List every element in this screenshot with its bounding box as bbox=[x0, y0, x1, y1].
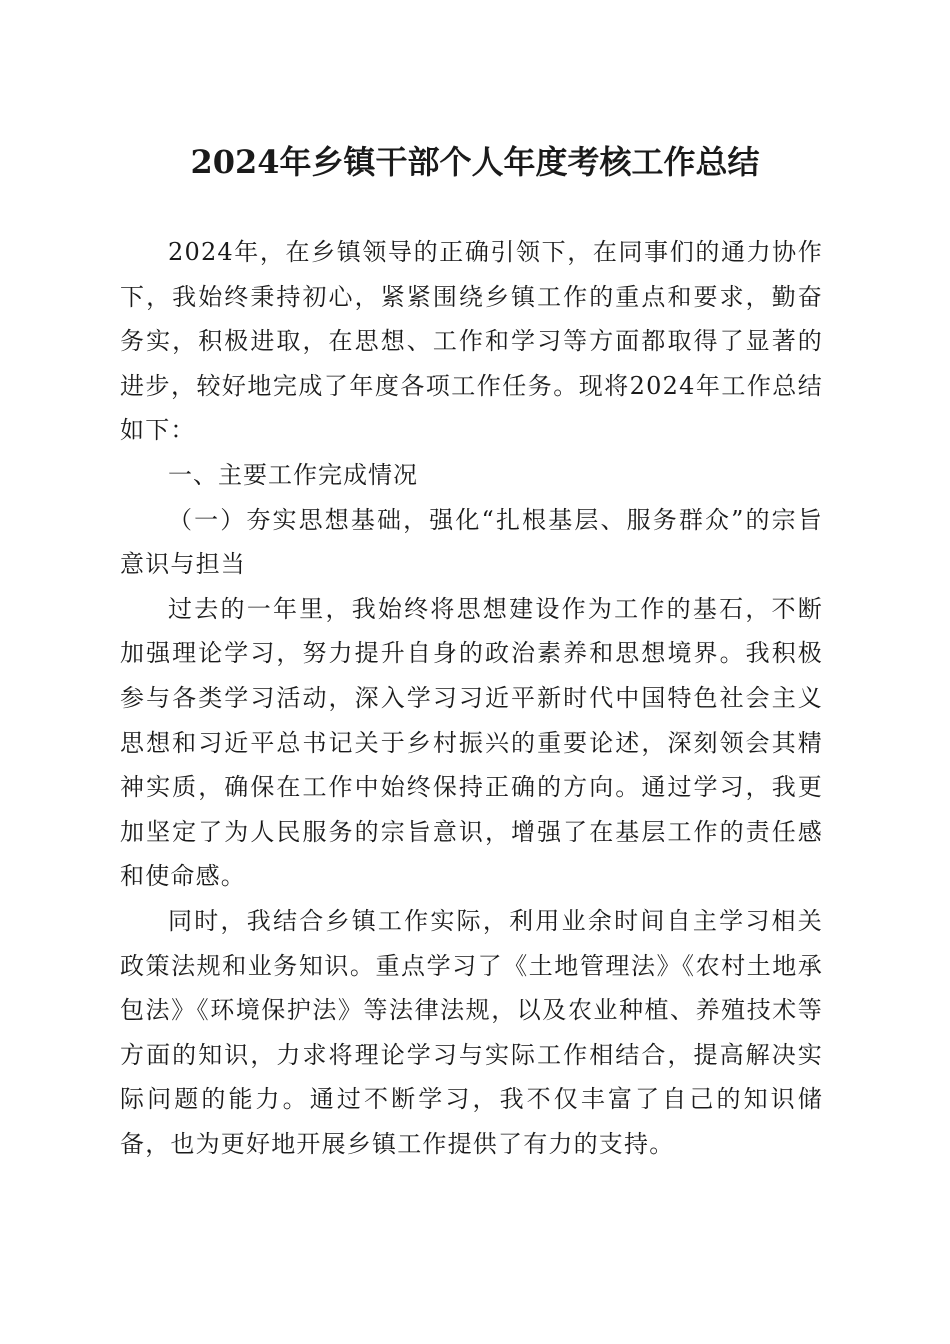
document-title: 2024年乡镇干部个人年度考核工作总结 bbox=[190, 143, 760, 181]
document-body bbox=[120, 230, 823, 1166]
intro-paragraph: 2024年，在乡镇领导的正确引领下，在同事们的通力协作下，我始终秉持初心，紧紧围绕乡镇工作的重点和要求，勤奋务实，积极进取，在思想、工作和学习等方面都取得了显著的进步，较好地完成了年度各项工作任务。现将2024年工作总结如下： bbox=[120, 238, 823, 445]
body-paragraph: 同时，我结合乡镇工作实际，利用业余时间自主学习相关政策法规和业务知识。重点学习了《土地管理法》《农村土地承包法》《环境保护法》等法律法规，以及农业种植、养殖技术等方面的知识，力求将理论学习与实际工作相结合，提高解决实际问题的能力。通过不断学习，我不仅丰富了自己的知识储备，也为更好地开展乡镇工作提供了有力的支持。 bbox=[120, 906, 823, 1158]
subsection-heading: （一）夯实思想基础，强化“扎根基层、服务群众”的宗旨意识与担当 bbox=[120, 505, 823, 579]
section-heading: 一、主要工作完成情况 bbox=[168, 460, 418, 489]
body-paragraph: 过去的一年里，我始终将思想建设作为工作的基石，不断加强理论学习，努力提升自身的政治素养和思想境界。我积极参与各类学习活动，深入学习习近平新时代中国特色社会主义思想和习近平总书记关于乡村振兴的重要论述，深刻领会其精神实质，确保在工作中始终保持正确的方向。通过学习，我更加坚定了为人民服务的宗旨意识，增强了在基层工作的责任感和使命感。 bbox=[120, 594, 823, 891]
